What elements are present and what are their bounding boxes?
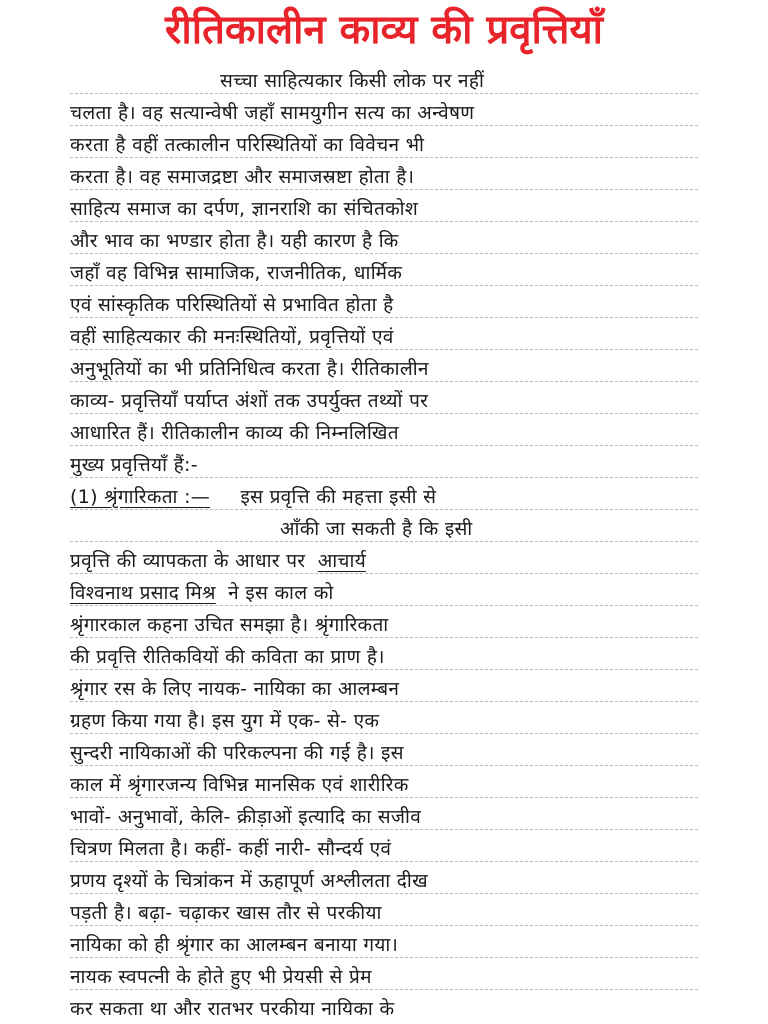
text-line: श्रृंगारकाल कहना उचित समझा है। श्रृंगारिकता — [70, 614, 389, 636]
text-line — [70, 578, 698, 608]
text-line: चित्रण मिलता है। कहीं- कहीं नारी- सौन्दर्य एवं — [70, 838, 392, 860]
text-line: काल में श्रृंगारजन्य विभिन्न मानसिक एवं शारीरिक — [70, 774, 409, 796]
text-line: करता है वहीं तत्कालीन परिस्थितियों का विवेचन भी — [70, 134, 425, 156]
text-line: ग्रहण किया गया है। इस युग में एक- से- एक — [70, 710, 380, 732]
text-line: भावों- अनुभावों, केलि- क्रीड़ाओं इत्यादि का सजीव — [70, 806, 422, 828]
text-line: काव्य- प्रवृत्तियाँ पर्याप्त अंशों तक उपर्युक्त तथ्यों पर — [70, 390, 429, 412]
text-line: पड़ती है। बढ़ा- चढ़ाकर खास तौर से परकीया — [70, 902, 382, 924]
ruled-notebook-page — [70, 64, 698, 1024]
text-line — [70, 546, 698, 576]
text-line: जहाँ वह विभिन्न सामाजिक, राजनीतिक, धार्मिक — [70, 262, 403, 284]
text-line: और भाव का भण्डार होता है। यही कारण है कि — [70, 230, 399, 252]
text-line: नायक स्वपत्नी के होते हुए भी प्रेयसी से प्रेम — [70, 966, 372, 988]
text-line: आधारित हैं। रीतिकालीन काव्य की निम्नलिखित — [70, 422, 399, 444]
text-line: करता है। वह समाजद्रष्टा और समाजस्रष्टा होता है। — [70, 166, 415, 188]
text-line: मुख्य प्रवृत्तियाँ हैं:- — [70, 454, 198, 476]
text-line: प्रणय दृश्यों के चित्रांकन में ऊहापूर्ण अश्लीलता दीख — [70, 870, 428, 892]
text-line: चलता है। वह सत्यान्वेषी जहाँ सामयुगीन सत्य का अन्वेषण — [70, 102, 475, 124]
text-line: नायिका को ही श्रृंगार का आलम्बन बनाया गया। — [70, 934, 399, 956]
text-line: वहीं साहित्यकार की मनःस्थितियों, प्रवृत्तियों एवं — [70, 326, 394, 348]
text-line: श्रृंगार रस के लिए नायक- नायिका का आलम्बन — [70, 678, 400, 700]
text-line: एवं सांस्कृतिक परिस्थितियों से प्रभावित होता है — [70, 294, 394, 316]
text-line: कर सकता था और रातभर परकीया नायिका के — [70, 998, 395, 1020]
text-line: अनुभूतियों का भी प्रतिनिधित्व करता है। रीतिकालीन — [70, 358, 429, 380]
text-line: सच्चा साहित्यकार किसी लोक पर नहीं — [220, 70, 485, 92]
text-line: आँकी जा सकती है कि इसी — [280, 518, 473, 540]
text-line: सुन्दरी नायिकाओं की परिकल्पना की गई है। इस — [70, 742, 404, 764]
point-heading-continuation: इस प्रवृत्ति की महत्ता इसी से — [240, 486, 437, 508]
point-heading-line — [70, 482, 698, 512]
author-name-part2: विश्वनाथ प्रसाद मिश्र — [70, 582, 216, 604]
author-name-part1: आचार्य — [317, 550, 367, 572]
page-title: रीतिकालीन काव्य की प्रवृत्तियाँ — [164, 7, 604, 53]
text-line: की प्रवृत्ति रीतिकवियों की कविता का प्राण है। — [70, 646, 385, 668]
text-fragment: प्रवृत्ति की व्यापकता के आधार पर — [70, 550, 306, 572]
point-heading: (1) श्रृंगारिकता :— — [70, 486, 211, 508]
text-fragment: ने इस काल को — [228, 582, 334, 604]
text-line: साहित्य समाज का दर्पण, ज्ञानराशि का संचितकोश — [70, 198, 419, 220]
